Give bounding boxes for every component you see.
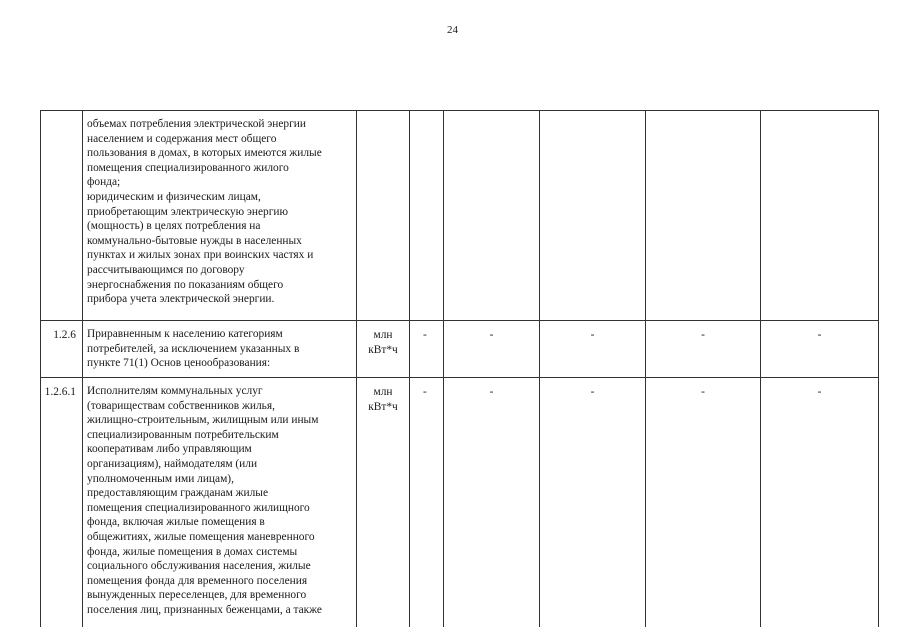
description-line: энергоснабжения по показаниям общего (87, 278, 284, 291)
description-line: жилищно-строительным, жилищным или иным (87, 414, 319, 427)
table-row (41, 321, 879, 378)
value-cell: - (410, 378, 444, 628)
description-line: Исполнителям коммунальных услуг (87, 385, 263, 397)
description-line: уполномоченным ими лицам), (87, 472, 234, 485)
unit-line: млн (373, 386, 393, 398)
unit-line: млн (373, 329, 393, 341)
value-cell (540, 111, 646, 321)
description-line: помещения фонда для временного поселения (87, 574, 308, 587)
description-line: прибора учета электрической энергии. (87, 293, 275, 306)
row-number: 1.2.6 (41, 321, 83, 378)
value-cell: - (410, 321, 444, 378)
description-line: пользования в домах, в которых имеются жилые (87, 147, 322, 160)
row-description (83, 111, 357, 321)
description-line: помещения специализированного жилого (87, 161, 289, 174)
value-cell: - (444, 378, 540, 628)
description-line: поселения лиц, признанных беженцами, а также (87, 603, 322, 616)
description-line: фонда; (87, 176, 121, 189)
description-line: общежитиях, жилые помещения маневренного (87, 530, 315, 543)
description-line: социального обслуживания населения, жилые (87, 560, 311, 573)
description-line: приобретающим электрическую энергию (87, 205, 289, 218)
value-cell: - (646, 378, 761, 628)
description-line: фонда, жилые помещения в домах системы (87, 545, 298, 558)
description-line: рассчитывающимся по договору (87, 263, 245, 276)
description-line: юридическим и физическим лицам, (87, 190, 261, 203)
value-cell (761, 111, 879, 321)
table-row (41, 378, 879, 628)
table-row (41, 111, 879, 321)
description-line: организациям), наймодателям (или (87, 457, 258, 470)
description-line: вынужденных переселенцев, для временного (87, 589, 307, 602)
value-cell: - (761, 378, 879, 628)
description-line: помещения специализированного жилищного (87, 501, 310, 514)
value-cell: - (761, 321, 879, 378)
description-line: специализированным потребительским (87, 428, 279, 441)
value-cell: - (646, 321, 761, 378)
unit-line: кВт*ч (368, 343, 398, 356)
tariff-table (40, 110, 879, 627)
value-cell: - (540, 378, 646, 628)
description-line: пунктах и жилых зонах при воинских частях и (87, 249, 314, 262)
row-description (83, 378, 357, 628)
row-description (83, 321, 357, 378)
value-cell: - (540, 321, 646, 378)
row-number: 1.2.6.1 (41, 378, 83, 628)
description-line: пункте 71(1) Основ ценообразования: (87, 357, 271, 370)
description-line: предоставляющим гражданам жилые (87, 487, 268, 500)
value-cell (444, 111, 540, 321)
row-number (41, 111, 83, 321)
page-number: 24 (447, 24, 458, 36)
value-cell (646, 111, 761, 321)
description-line: Приравненным к населению категориям (87, 328, 283, 340)
description-line: населением и содержания мест общего (87, 132, 277, 145)
unit-cell (357, 321, 410, 378)
value-cell (410, 111, 444, 321)
description-line: кооперативам либо управляющим (87, 443, 252, 456)
unit-cell (357, 111, 410, 321)
unit-cell (357, 378, 410, 628)
description-line: фонда, включая жилые помещения в (87, 516, 265, 529)
description-line: (товариществам собственников жилья, (87, 399, 275, 412)
value-cell: - (444, 321, 540, 378)
unit-line: кВт*ч (368, 400, 398, 413)
description-line: потребителей, за исключением указанных в (87, 342, 300, 355)
description-line: объемах потребления электрической энергии (87, 118, 306, 130)
description-line: коммунально-бытовые нужды в населенных (87, 234, 302, 247)
description-line: (мощность) в целях потребления на (87, 220, 261, 233)
